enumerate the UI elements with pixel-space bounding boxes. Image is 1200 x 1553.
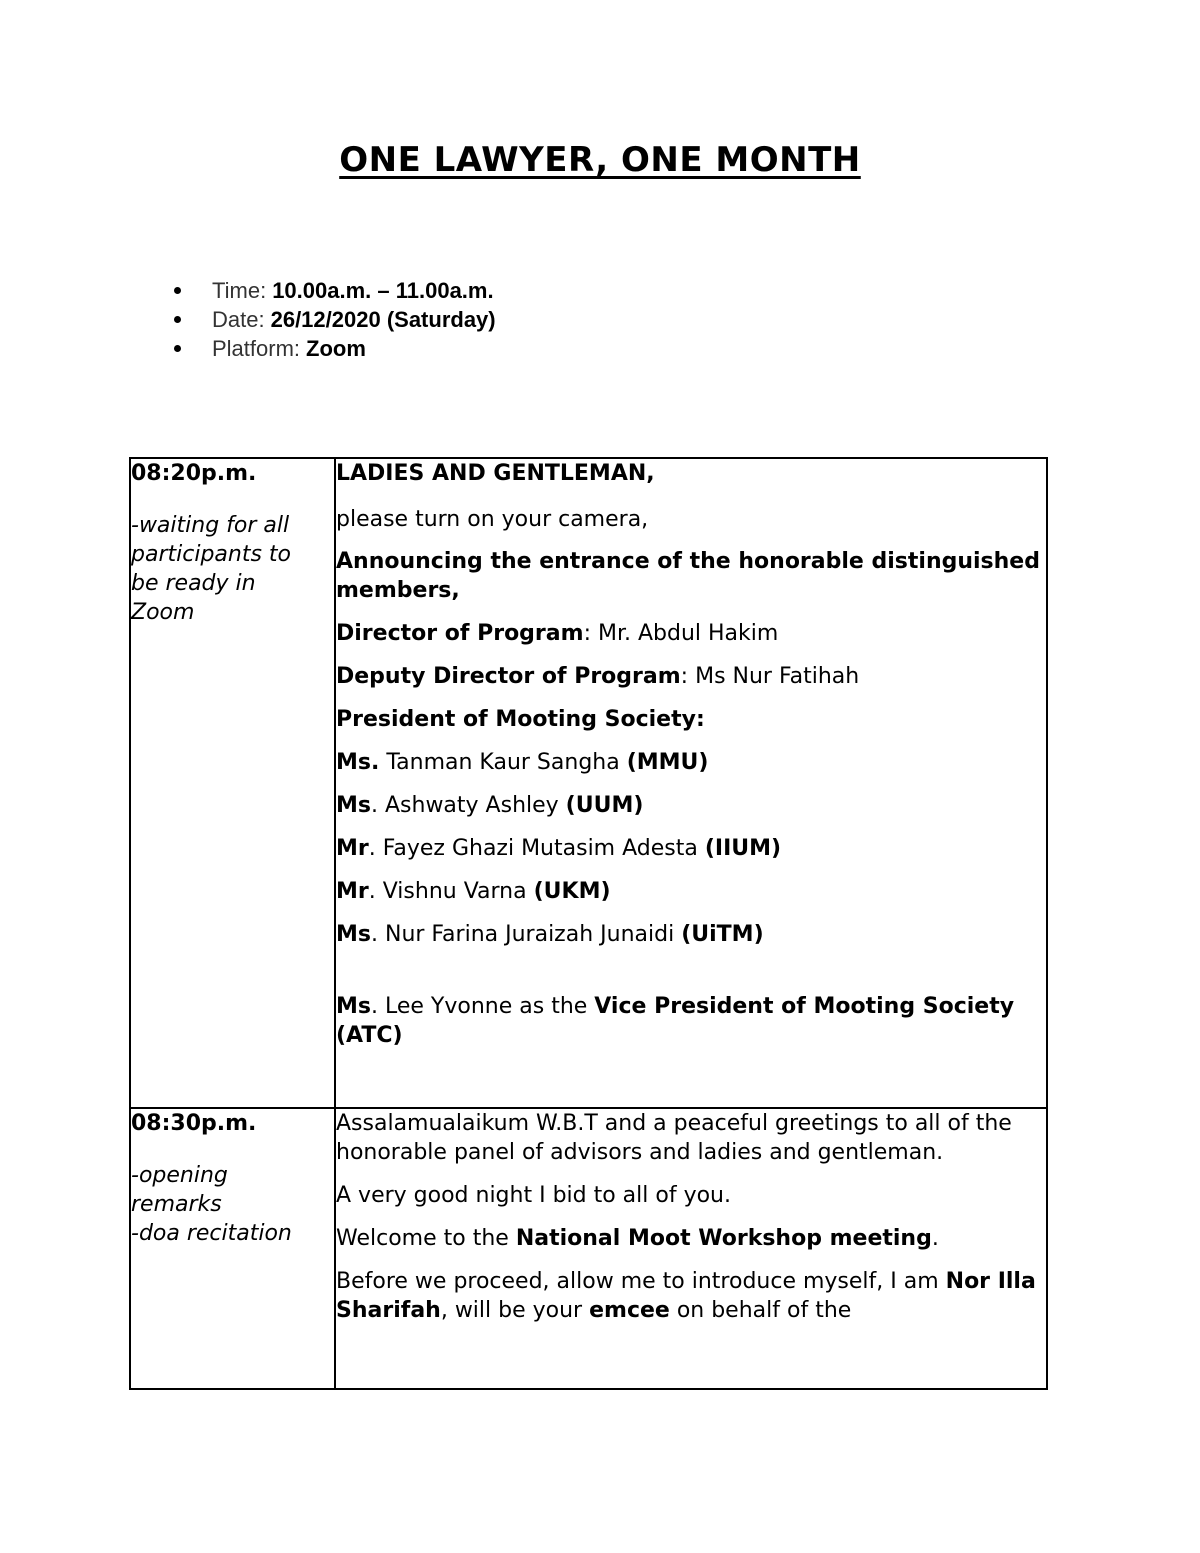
document-title: ONE LAWYER, ONE MONTH — [339, 140, 861, 180]
detail-date — [172, 305, 496, 334]
detail-time — [172, 276, 496, 305]
bullet-icon — [174, 345, 181, 352]
content-cell — [335, 458, 1047, 1108]
event-details-list — [172, 276, 496, 363]
agenda-table — [129, 457, 1048, 1390]
detail-label: Platform: — [212, 335, 301, 361]
time-cell — [130, 458, 335, 1108]
member-line: Mr. Fayez Ghazi Mutasim Adesta (IIUM) — [336, 836, 782, 861]
welcome-line: Welcome to the National Moot Workshop meeting. — [336, 1226, 939, 1251]
member-line: Ms. Tanman Kaur Sangha (MMU) — [336, 750, 709, 775]
time-note: -opening remarks -doa recitation — [131, 1163, 292, 1246]
good-night-line: A very good night I bid to all of you. — [336, 1183, 731, 1208]
detail-label: Date: — [212, 306, 265, 332]
opening-greeting: Assalamualaikum W.B.T and a peaceful greetings to all of the honorable panel of advisors and ladies and gentleman. — [336, 1111, 1012, 1165]
announcement: Announcing the entrance of the honorable distinguished members, — [336, 549, 1040, 603]
detail-value: 26/12/2020 (Saturday) — [270, 306, 496, 332]
camera-request: please turn on your camera, — [336, 507, 649, 532]
bullet-icon — [174, 316, 181, 323]
detail-label: Time: — [212, 277, 267, 303]
member-line: Ms. Nur Farina Juraizah Junaidi (UiTM) — [336, 922, 764, 947]
detail-value: Zoom — [306, 335, 366, 361]
content-cell — [335, 1108, 1047, 1389]
detail-value: 10.00a.m. – 11.00a.m. — [272, 277, 494, 303]
agenda-row — [130, 1108, 1047, 1389]
detail-platform — [172, 334, 496, 363]
vice-president-line: Ms. Lee Yvonne as the Vice President of Mooting Society (ATC) — [336, 994, 1015, 1048]
spacer — [336, 963, 1046, 992]
deputy-line: Deputy Director of Program: Ms Nur Fatihah — [336, 664, 860, 689]
greeting: LADIES AND GENTLEMAN, — [336, 461, 655, 486]
emcee-intro: Before we proceed, allow me to introduce myself, I am Nor Illa Sharifah, will be your emcee on behalf of the — [336, 1269, 1036, 1323]
member-line: Mr. Vishnu Varna (UKM) — [336, 879, 611, 904]
time-note: -waiting for all participants to be ready in Zoom — [131, 513, 291, 625]
time-label: 08:20p.m. — [131, 461, 257, 486]
bullet-icon — [174, 287, 181, 294]
member-line: Ms. Ashwaty Ashley (UUM) — [336, 793, 644, 818]
president-heading: President of Mooting Society: — [336, 707, 705, 732]
director-line: Director of Program: Mr. Abdul Hakim — [336, 621, 779, 646]
time-label: 08:30p.m. — [131, 1111, 257, 1136]
agenda-row — [130, 458, 1047, 1108]
time-cell — [130, 1108, 335, 1389]
